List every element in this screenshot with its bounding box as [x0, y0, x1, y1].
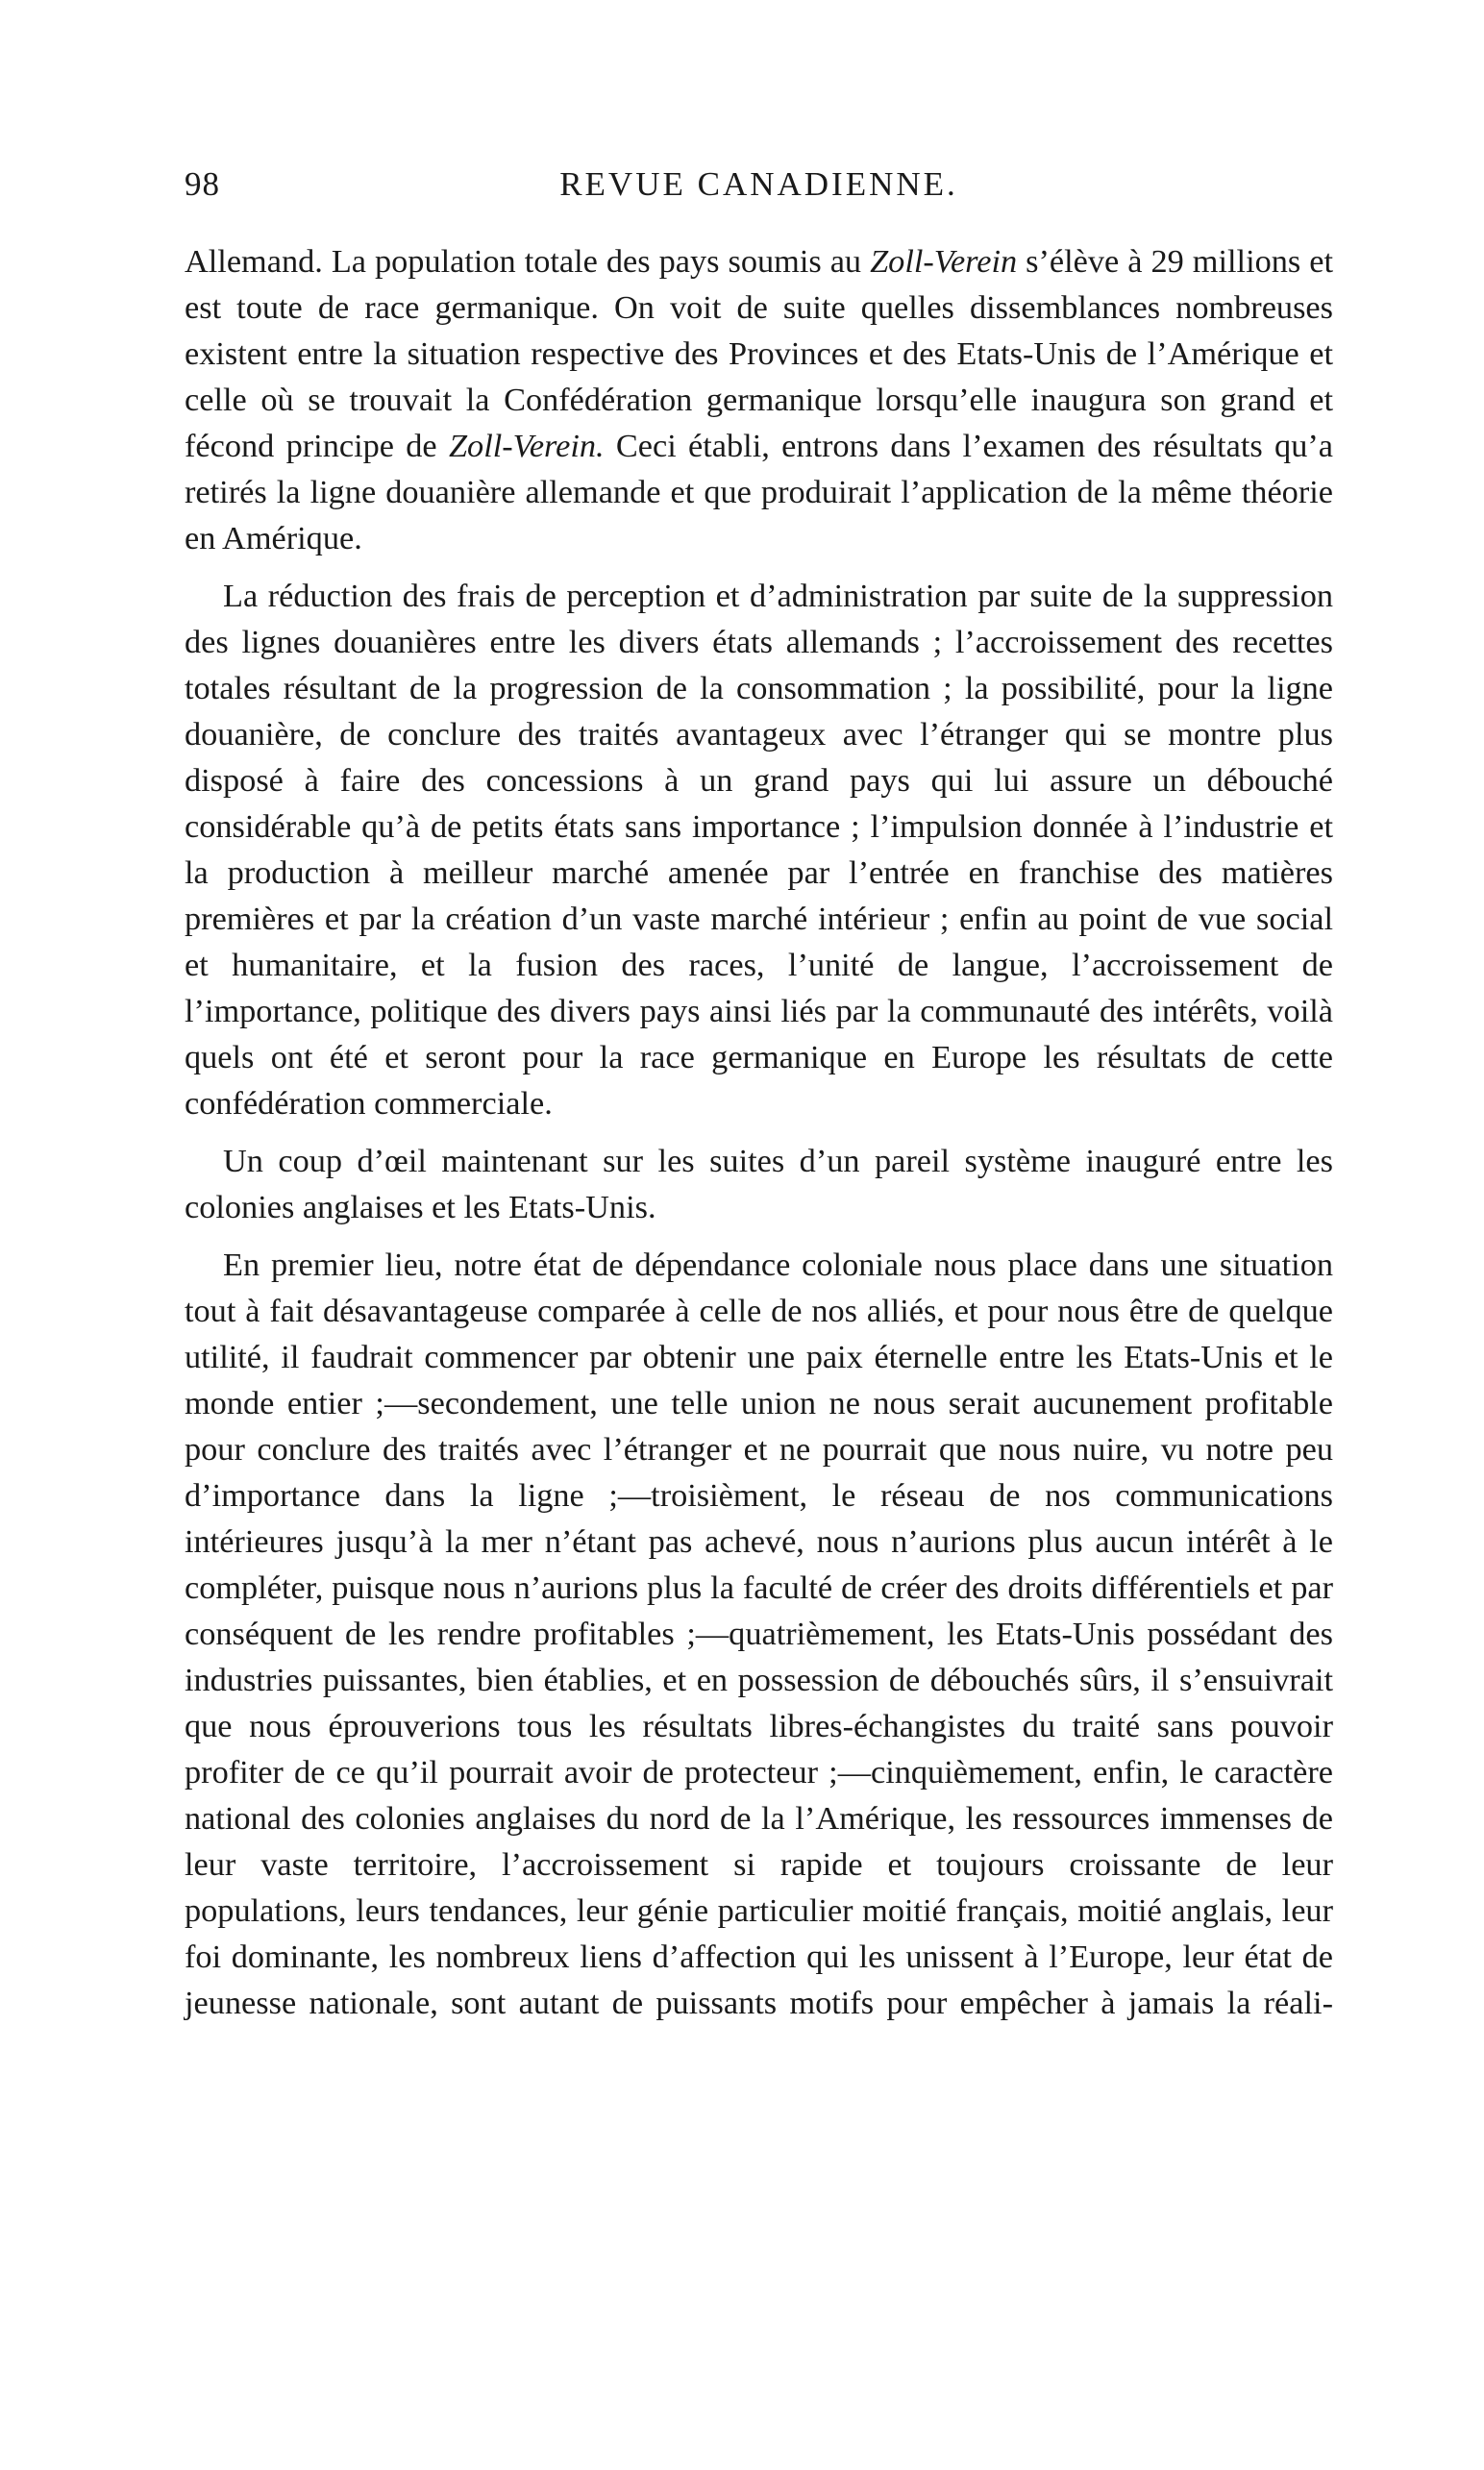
body-text — [185, 238, 1333, 2038]
page-number: 98 — [185, 165, 220, 203]
text-run: Ceci établi, entrons dans l’examen des résultats qu’a retirés la ligne douanière allemande et que produirait l’application de la même théorie en Amérique. — [185, 428, 1333, 556]
text-run: En premier lieu, notre état de dépendance coloniale nous place dans une situation tout à fait désavantageuse comparée à celle de nos alliés, et pour nous être de quelque utilité, il faudrait commencer par obtenir une paix éternelle entre les Etats-Unis et le monde entier ;—secondement, une telle union ne nous serait aucunement profitable pour conclure des traités avec l’étranger et ne pourrait que nous nuire, vu notre peu d’importance dans la ligne ;—troisièment, le réseau de nos communications intérieures jusqu’à la mer n’étant pas achevé, nous n’aurions plus aucun intérêt à le compléter, puisque nous n’aurions plus la faculté de créer des droits différentiels et par conséquent de les rendre profitables ;—quatrièmement, les Etats-Unis possédant des industries puissantes, bien établies, et en possession de débouchés sûrs, il s’ensuivrait que nous éprouverions tous les résultats libres-échangistes du traité sans pouvoir profiter de ce qu’il pourrait avoir de protecteur ;—cinquièmement, enfin, le caractère national des colonies anglaises du nord de la l’Amérique, les ressources immenses de leur vaste territoire, l’accroissement si rapide et toujours croissante de leur populations, leurs tendances, leur génie particulier moitié français, moitié anglais, leur foi dominante, les nombreux liens d’affection qui les unissent à l’Europe, leur état de jeunesse nationale, sont autant de puissants motifs pour empêcher à jamais la réali- — [185, 1247, 1333, 2021]
text-run: Allemand. La population totale des pays soumis au — [185, 243, 871, 280]
paragraph-4 — [185, 1242, 1333, 2026]
page-header — [185, 165, 1333, 213]
text-run: s’élève à 29 millions et est toute de race germanique. On voit de suite quelles dissemblances nombreuses existent entre la situation respective des Provinces et des Etats-Unis de l’Amérique et celle où se trouvait la Confédération germanique lorsqu’elle inaugura son grand et fécond principe de — [185, 243, 1333, 464]
text-run: La réduction des frais de perception et d’administration par suite de la suppression des lignes douanières entre les divers états allemands ; l’accroissement des recettes totales résultant de la progression de la consommation ; la possibilité, pour la ligne douanière, de conclure des traités avantageux avec l’étranger qui se montre plus disposé à faire des concessions à un grand pays qui lui assure un débouché considérable qu’à de petits états sans importance ; l’impulsion donnée à l’industrie et la production à meilleur marché amenée par l’entrée en franchise des matières premières et par la création d’un vaste marché intérieur ; enfin au point de vue social et humanitaire, et la fusion des races, l’unité de langue, l’accroissement de l’importance, politique des divers pays ainsi liés par la communauté des intérêts, voilà quels ont été et seront pour la race germanique en Europe les résultats de cette confédération commerciale. — [185, 578, 1333, 1122]
running-title: REVUE CANADIENNE. — [559, 165, 958, 203]
text-run: Un coup d’œil maintenant sur les suites d’un pareil système inauguré entre les colonies anglaises et les Etats-Unis. — [185, 1143, 1333, 1225]
italic-term: Zoll-Verein. — [448, 428, 605, 464]
italic-term: Zoll-Verein — [870, 243, 1018, 280]
paragraph-1 — [185, 238, 1333, 561]
paragraph-3 — [185, 1138, 1333, 1230]
paragraph-2 — [185, 573, 1333, 1126]
